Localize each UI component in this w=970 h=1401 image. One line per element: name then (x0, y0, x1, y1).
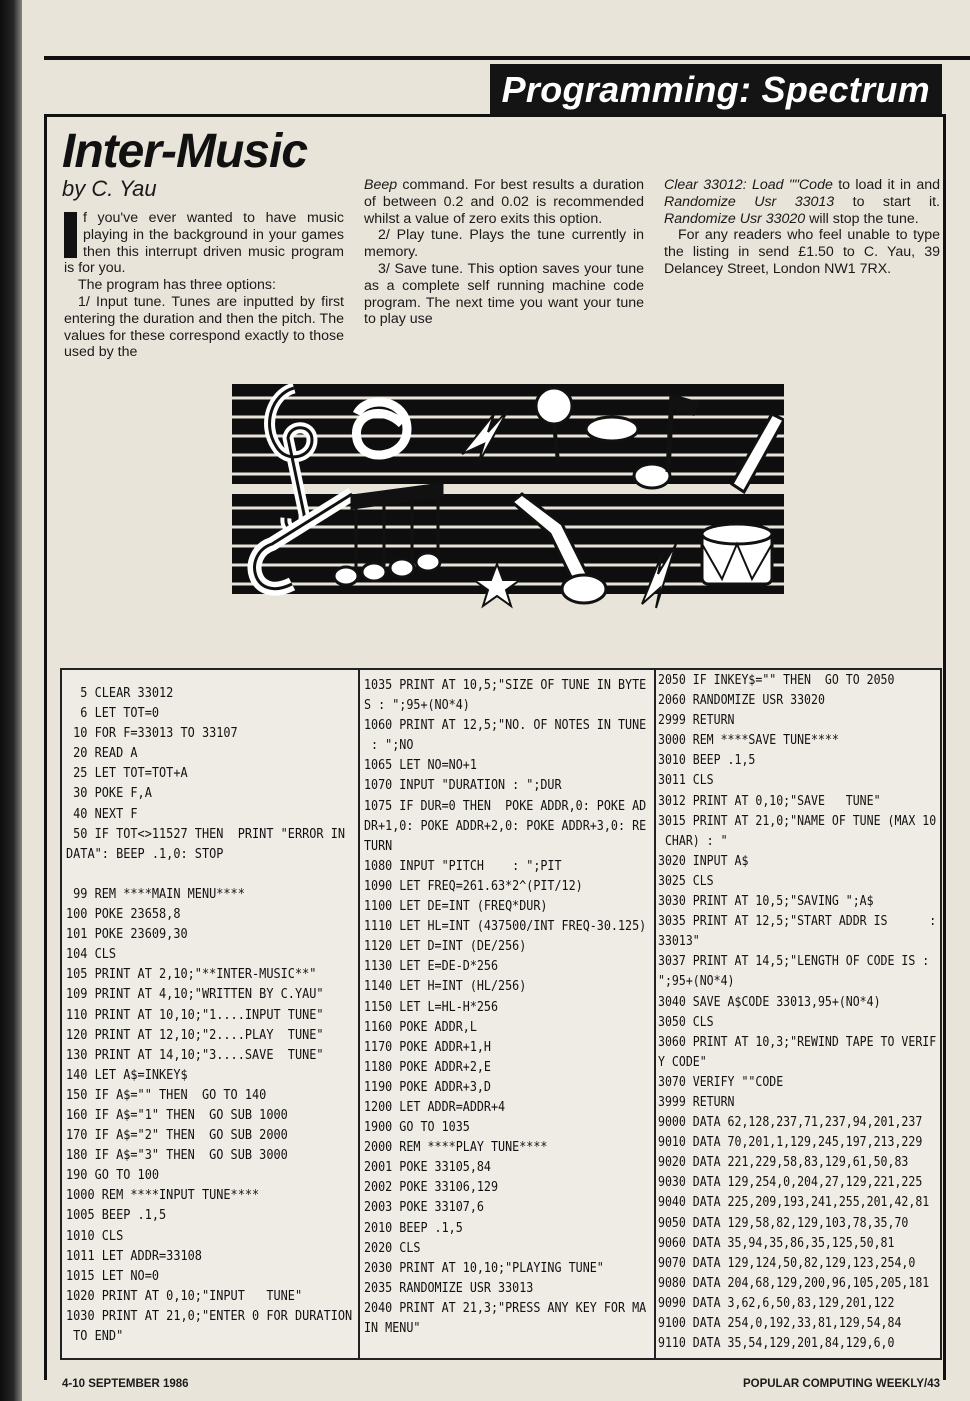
code-line: TURN (364, 838, 393, 854)
code-line: 3999 RETURN (658, 1094, 735, 1110)
option-1-text-b: command. For best results a duration of between 0.2 and 0.02 is recommended whilst a value of zero exits this option. (364, 177, 644, 227)
intro-paragraph: f you've ever wanted to have music playing in the background in your games then this interrupt driven music program is for you. (64, 210, 344, 277)
code-line: 9050 DATA 129,58,82,129,103,78,35,70 (658, 1215, 909, 1231)
option-2-paragraph: 2/ Play tune. Plays the tune currently in memory. (364, 227, 644, 261)
code-line: CHAR) : " (658, 833, 728, 849)
code-line: 3040 SAVE A$CODE 33013,95+(NO*4) (658, 994, 881, 1010)
code-line: DR+1,0: POKE ADDR+2,0: POKE ADDR+3,0: RE (364, 818, 647, 834)
code-line: 3011 CLS (658, 773, 714, 789)
code-line: 180 IF A$="3" THEN GO SUB 3000 (66, 1148, 288, 1164)
drum-icon (702, 524, 772, 584)
load-command: Clear 33012: Load ""Code (664, 177, 833, 193)
code-line: 1011 LET ADDR=33108 (66, 1248, 202, 1264)
code-line: 150 IF A$="" THEN GO TO 140 (66, 1087, 267, 1103)
code-line: 100 POKE 23658,8 (66, 907, 181, 923)
listing-column-1 (62, 670, 354, 1358)
code-line: 1900 GO TO 1035 (364, 1120, 470, 1136)
code-line: 2999 RETURN (658, 713, 735, 729)
code-line: S : ";95+(NO*4) (364, 698, 470, 714)
code-line: 99 REM ****MAIN MENU**** (66, 886, 245, 902)
code-line: 2030 PRINT AT 10,10;"PLAYING TUNE" (364, 1260, 604, 1276)
option-1-text-a: 1/ Input tune. Tunes are inputted by first entering the duration and then the pitch. The values for these correspond exactly to those used by the (64, 293, 344, 361)
code-line: 1180 POKE ADDR+2,E (364, 1059, 491, 1075)
code-line: 1100 LET DE=INT (FREQ*DUR) (364, 899, 548, 915)
code-line: 1015 LET NO=0 (66, 1268, 160, 1284)
code-line: 1035 PRINT AT 10,5;"SIZE OF TUNE IN BYTE (364, 678, 647, 693)
code-line: : ";NO (364, 738, 414, 754)
code-line: 2020 CLS (364, 1240, 421, 1256)
code-line: 9040 DATA 225,209,193,241,255,201,42,81 (658, 1195, 930, 1211)
code-line: 2003 POKE 33107,6 (364, 1200, 484, 1216)
section-header (490, 64, 942, 114)
code-line: 10 FOR F=33013 TO 33107 (66, 726, 238, 742)
top-rule (44, 56, 970, 60)
article-title: Inter-Music (62, 125, 308, 178)
option-3-paragraph (364, 261, 644, 328)
code-line: 25 LET TOT=TOT+A (66, 766, 188, 782)
code-line: 190 GO TO 100 (66, 1168, 160, 1184)
code-line: 1170 POKE ADDR+1,H (364, 1039, 491, 1055)
code-line: 160 IF A$="1" THEN GO SUB 1000 (66, 1107, 288, 1123)
code-line: 1140 LET H=INT (HL/256) (364, 979, 527, 995)
option-3-mid-2: to start it. (834, 193, 940, 210)
option-3-continued (664, 177, 940, 227)
code-line: 9080 DATA 204,68,129,200,96,105,205,181 (658, 1275, 930, 1291)
code-line: 9010 DATA 70,201,1,129,245,197,213,229 (658, 1135, 923, 1151)
frame-rule-left (44, 114, 47, 1380)
code-line: 1160 POKE ADDR,L (364, 1019, 477, 1035)
frame-rule-right (943, 114, 946, 1380)
code-line: 1150 LET L=HL-H*256 (364, 999, 499, 1015)
code-line: 3037 PRINT AT 14,5;"LENGTH OF CODE IS : (658, 954, 930, 970)
listing-column-3 (654, 670, 940, 1358)
code-line: 140 LET A$=INKEY$ (66, 1067, 188, 1083)
code-line: 2001 POKE 33105,84 (364, 1160, 491, 1176)
code-line: 104 CLS (66, 947, 117, 963)
code-line: 2000 REM ****PLAY TUNE**** (364, 1140, 548, 1156)
code-line: 3000 REM ****SAVE TUNE**** (658, 733, 839, 749)
code-line (66, 865, 323, 885)
article-column-2 (364, 177, 644, 328)
tambourine-icon (586, 417, 638, 441)
code-line: 50 IF TOT<>11527 THEN PRINT "ERROR IN (66, 826, 346, 842)
program-listing (60, 668, 942, 1360)
code-line: IN MENU" (364, 1321, 421, 1336)
code-line: 9000 DATA 62,128,237,71,237,94,201,237 (658, 1115, 923, 1131)
music-illustration (232, 384, 784, 614)
listing-column-2 (358, 670, 648, 1358)
code-line: 1090 LET FREQ=261.63*2^(PIT/12) (364, 878, 583, 894)
code-line: 109 PRINT AT 4,10;"WRITTEN BY C.YAU" (66, 987, 324, 1003)
code-line: 9090 DATA 3,62,6,50,83,129,201,122 (658, 1295, 895, 1311)
code-line: 1120 LET D=INT (DE/256) (364, 939, 527, 955)
code-line: 3012 PRINT AT 0,10;"SAVE TUNE" (658, 793, 881, 809)
code-line: 9020 DATA 221,229,58,83,129,61,50,83 (658, 1155, 909, 1171)
code-line: DATA": BEEP .1,0: STOP (66, 846, 224, 862)
code-line: 9100 DATA 254,0,192,33,81,129,54,84 (658, 1316, 902, 1331)
code-line: 30 POKE F,A (66, 786, 152, 802)
code-line: 101 POKE 23609,30 (66, 927, 188, 943)
code-line: ";95+(NO*4) (658, 974, 735, 990)
code-line: 5 CLEAR 33012 (66, 686, 174, 701)
code-line: 120 PRINT AT 12,10;"2....PLAY TUNE" (66, 1027, 324, 1043)
start-command: Randomize Usr 33013 (664, 193, 835, 210)
code-line: 20 READ A (66, 746, 138, 762)
footer-date: 4-10 SEPTEMBER 1986 (62, 1378, 189, 1390)
options-lead: The program has three options: (78, 277, 276, 294)
code-line: 1070 INPUT "DURATION : ";DUR (364, 778, 562, 794)
code-line: 1010 CLS (66, 1228, 124, 1244)
code-line: 3015 PRINT AT 21,0;"NAME OF TUNE (MAX 10 (658, 813, 937, 829)
code-line: 3035 PRINT AT 12,5;"START ADDR IS : (658, 914, 937, 930)
code-line: 9110 DATA 35,54,129,201,84,129,6,0 (658, 1336, 895, 1352)
code-line: 1075 IF DUR=0 THEN POKE ADDR,0: POKE AD (364, 798, 647, 814)
code-line: 110 PRINT AT 10,10;"1....INPUT TUNE" (66, 1007, 324, 1023)
code-line: 1060 PRINT AT 12,5;"NO. OF NOTES IN TUNE (364, 718, 647, 734)
option-3-mid: to load it in and (832, 177, 940, 193)
code-line: 1005 BEEP .1,5 (66, 1208, 167, 1224)
code-line: 1030 PRINT AT 21,0;"ENTER 0 FOR DURATION (66, 1308, 353, 1324)
readers-paragraph: For any readers who feel unable to type the listing in send £1.50 to C. Yau, 39 Delancey Street, London NW1 7RX. (664, 227, 940, 277)
code-line: 3050 CLS (658, 1014, 714, 1030)
beep-keyword: Beep (364, 177, 398, 193)
code-line: 3060 PRINT AT 10,3;"REWIND TAPE TO VERIF (658, 1034, 937, 1050)
code-line: 9070 DATA 129,124,50,82,129,123,254,0 (658, 1255, 916, 1271)
code-line: 3020 INPUT A$ (658, 853, 749, 869)
option-1-continued (364, 177, 644, 227)
code-line: 1065 LET NO=NO+1 (364, 758, 477, 774)
code-line: 9060 DATA 35,94,35,86,35,125,50,81 (658, 1235, 895, 1251)
code-line: 130 PRINT AT 14,10;"3....SAVE TUNE" (66, 1047, 324, 1063)
code-line: 1130 LET E=DE-D*256 (364, 959, 499, 975)
code-line: 40 NEXT F (66, 806, 138, 822)
code-line: TO END" (66, 1329, 124, 1344)
code-line: 33013" (658, 934, 700, 950)
code-line: 9030 DATA 129,254,0,204,27,129,221,225 (658, 1175, 923, 1191)
code-line: 2060 RANDOMIZE USR 33020 (658, 693, 825, 709)
section-title: Programming: Spectrum (501, 69, 930, 110)
article-column-3 (664, 177, 940, 278)
option-3-end: will stop the tune. (805, 210, 919, 227)
stop-command: Randomize Usr 33020 (664, 210, 806, 227)
footer-publication: POPULAR COMPUTING WEEKLY/43 (742, 1378, 940, 1390)
code-line: 2040 PRINT AT 21,3;"PRESS ANY KEY FOR MA (364, 1300, 647, 1316)
code-line: 1190 POKE ADDR+3,D (364, 1079, 491, 1095)
code-line: 2002 POKE 33106,129 (364, 1180, 499, 1196)
code-line: 105 PRINT AT 2,10;"**INTER-MUSIC**" (66, 967, 317, 983)
code-line: 6 LET TOT=0 (66, 706, 160, 722)
article-column-1 (64, 210, 344, 361)
code-line: 2010 BEEP .1,5 (364, 1220, 463, 1236)
drop-cap (64, 212, 77, 258)
code-line: 3030 PRINT AT 10,5;"SAVING ";A$ (658, 894, 874, 910)
code-line: 2050 IF INKEY$="" THEN GO TO 2050 (658, 673, 895, 688)
option-1-paragraph (64, 294, 344, 361)
code-line: 1080 INPUT "PITCH : ";PIT (364, 858, 562, 874)
code-line: Y CODE" (658, 1054, 707, 1070)
page-spine-shadow (0, 0, 22, 1401)
code-line: 2035 RANDOMIZE USR 33013 (364, 1280, 534, 1296)
frame-rule-top (44, 114, 946, 117)
code-line: 170 IF A$="2" THEN GO SUB 2000 (66, 1128, 288, 1144)
code-line: 1110 LET HL=INT (437500/INT FREQ-30.125) (364, 919, 647, 935)
code-line: 3025 CLS (658, 873, 714, 889)
code-line: 3010 BEEP .1,5 (658, 753, 756, 769)
code-line: 3070 VERIFY ""CODE (658, 1074, 784, 1090)
option-3-text: 3/ Save tune. This option saves your tune as a complete self running machine code program. The next time you want your tune to play use (364, 260, 644, 328)
code-line: 1200 LET ADDR=ADDR+4 (364, 1099, 506, 1115)
article-byline: by C. Yau (62, 176, 157, 201)
code-line: 1000 REM ****INPUT TUNE**** (66, 1188, 260, 1204)
code-line: 1020 PRINT AT 0,10;"INPUT TUNE" (66, 1288, 303, 1304)
